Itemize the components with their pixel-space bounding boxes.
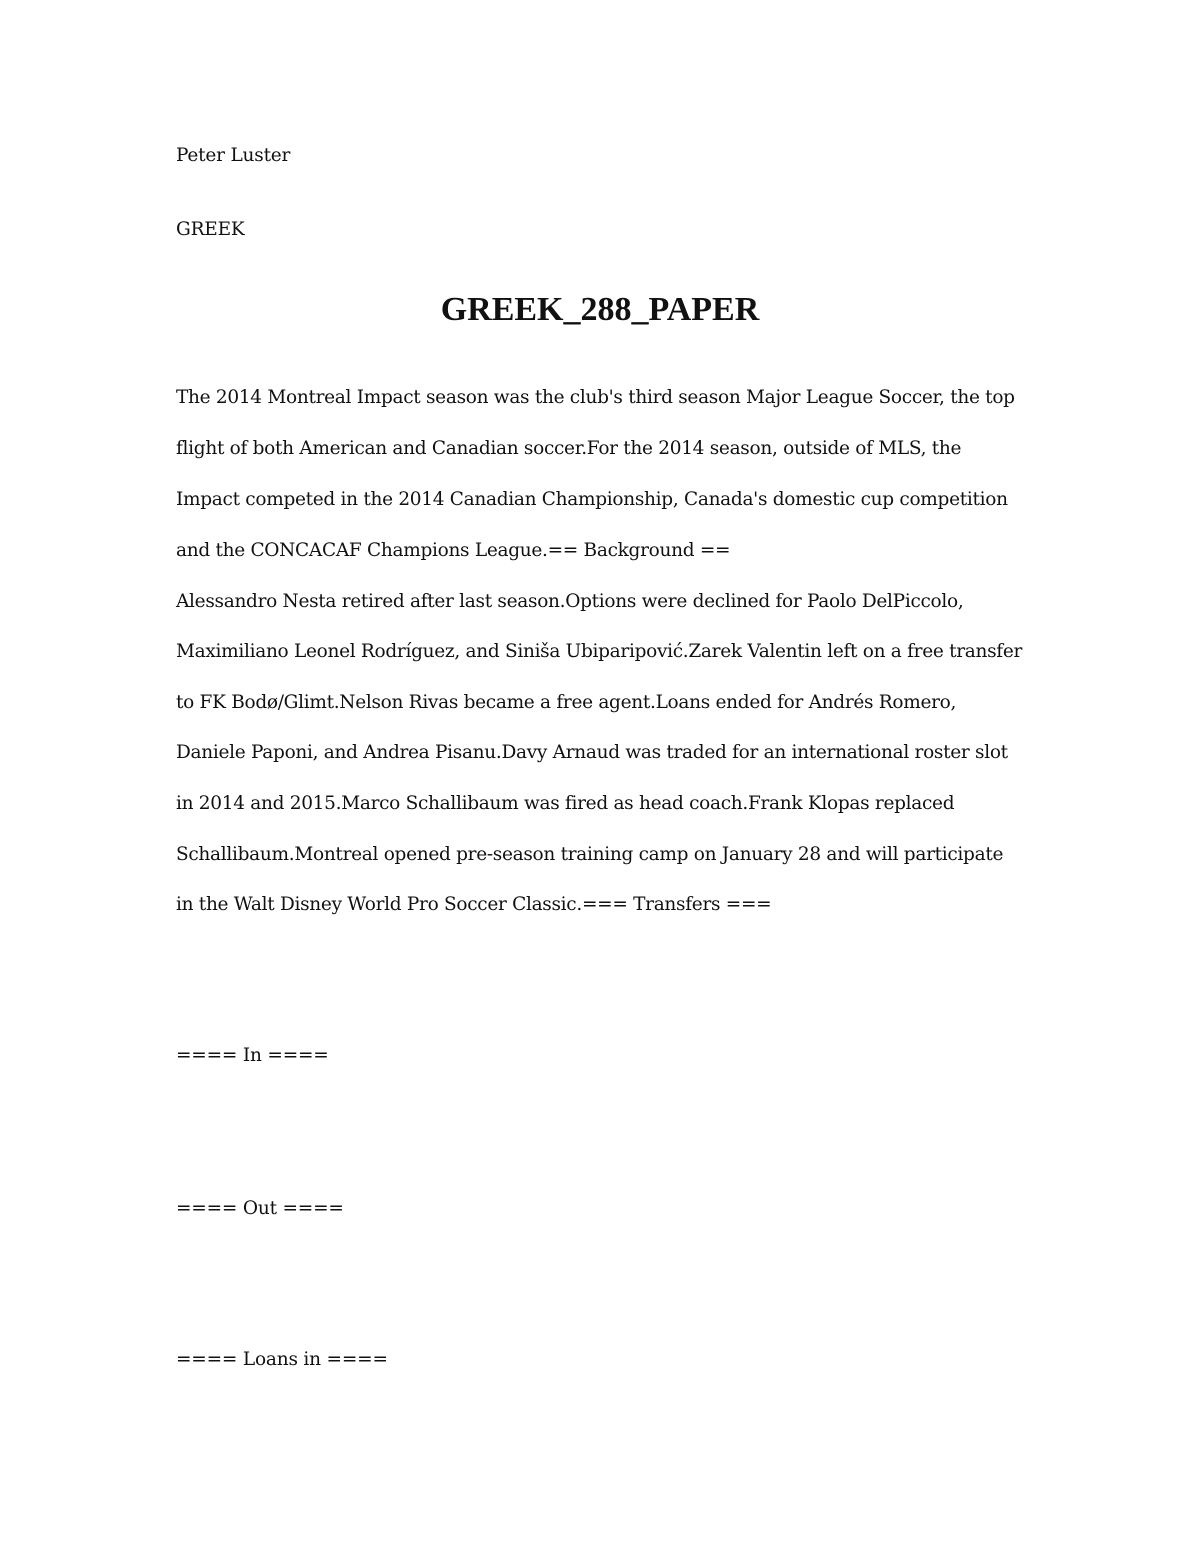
course-name: GREEK — [176, 219, 245, 240]
section-heading-loans-in: ==== Loans in ==== — [176, 1349, 388, 1370]
body-line: in 2014 and 2015.Marco Schallibaum was fired as head coach.Frank Klopas replaced — [176, 793, 955, 814]
body-line: Alessandro Nesta retired after last season.Options were declined for Paolo DelPiccolo, — [176, 591, 964, 612]
body-line: Daniele Paponi, and Andrea Pisanu.Davy Arnaud was traded for an international roster slot — [176, 742, 1008, 763]
page-title: GREEK_288_PAPER — [440, 291, 760, 328]
body-line: in the Walt Disney World Pro Soccer Classic.=== Transfers === — [176, 894, 772, 915]
body-line: to FK Bodø/Glimt.Nelson Rivas became a free agent.Loans ended for Andrés Romero, — [176, 692, 957, 713]
body-line: Impact competed in the 2014 Canadian Championship, Canada's domestic cup competition — [176, 489, 1008, 510]
section-heading-in: ==== In ==== — [176, 1045, 329, 1066]
section-heading-out: ==== Out ==== — [176, 1198, 344, 1219]
body-line: Maximiliano Leonel Rodríguez, and Siniša Ubiparipović.Zarek Valentin left on a free transfer — [176, 641, 1023, 662]
author-name: Peter Luster — [176, 145, 291, 166]
body-line: Schallibaum.Montreal opened pre-season training camp on January 28 and will participate — [176, 844, 1004, 865]
body-line: The 2014 Montreal Impact season was the club's third season Major League Soccer, the top — [176, 387, 1015, 408]
body-line: and the CONCACAF Champions League.== Background == — [176, 540, 731, 561]
body-line: flight of both American and Canadian soccer.For the 2014 season, outside of MLS, the — [176, 438, 962, 459]
